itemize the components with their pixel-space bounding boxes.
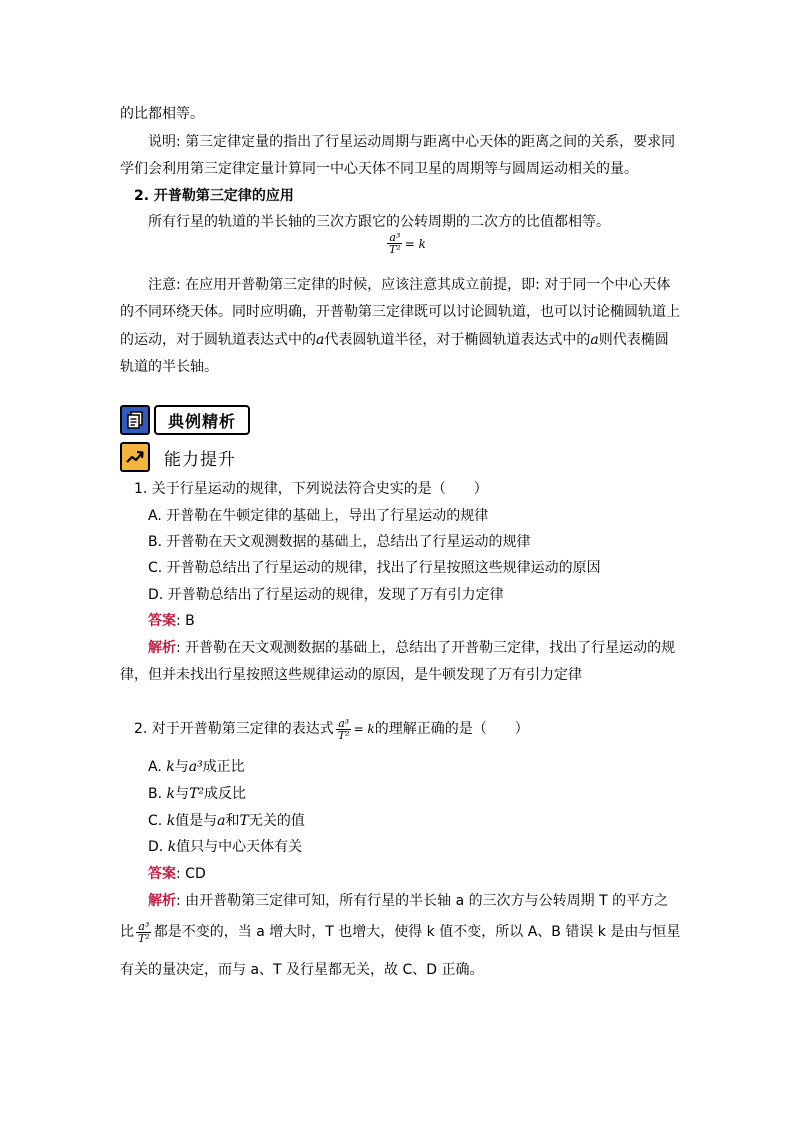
q1-option-a: A. 开普勒在牛顿定律的基础上，导出了行星运动的规律	[148, 508, 489, 524]
answer-value: : B	[176, 613, 195, 629]
trend-up-icon	[120, 442, 150, 472]
examples-title: 典例精析	[154, 405, 250, 435]
document-icon	[120, 405, 150, 435]
q2-analysis-line-3: 有关的量决定，而与 a、T 及行星都无关，故 C、D 正确。	[120, 962, 484, 978]
ability-header	[120, 442, 236, 472]
option-text: 值是与	[175, 813, 218, 829]
q2-stem-text: 2. 对于开普勒第三定律的表达式	[134, 721, 334, 737]
q2-option-c	[148, 811, 708, 831]
q1-answer	[148, 611, 708, 631]
option-text: 成正比	[202, 759, 245, 775]
option-label: C.	[148, 813, 167, 829]
q2-option-d	[148, 837, 708, 857]
var-a: a	[217, 813, 226, 829]
q2-stem-text: 的理解正确的是（ ）	[374, 721, 529, 737]
option-text: 与	[174, 759, 189, 775]
q2-numerator: a³	[338, 716, 350, 730]
caution-text: 的运动，对于圆轨道表达式中的	[120, 332, 316, 348]
q1-option-c: C. 开普勒总结出了行星运动的规律，找出了行星按照这些规律运动的原因	[148, 560, 601, 576]
option-text: 成反比	[203, 786, 246, 802]
caution-line-4: 轨道的半长轴。	[120, 359, 218, 375]
var-k: k	[167, 839, 177, 855]
intro-line: 的比都相等。	[120, 106, 204, 122]
q2-answer	[148, 864, 708, 884]
answer-label: 答案	[148, 866, 176, 882]
analysis-text: 比	[120, 924, 134, 940]
option-label: D.	[148, 839, 168, 855]
analysis-numerator: a³	[138, 919, 150, 933]
caution-var-a: a	[590, 332, 599, 348]
option-label: A.	[148, 759, 167, 775]
answer-value: : CD	[176, 866, 206, 882]
q2-option-b	[148, 784, 708, 804]
analysis-text: 都是不变的，当 a 增大时，T 也增大，使得 k 值不变，所以 A、B 错误 k 是由与恒星	[153, 924, 681, 940]
q2-analysis-line-1	[148, 891, 708, 911]
var-t-squared: T²	[189, 786, 204, 802]
q2-stem	[134, 716, 694, 742]
q1-analysis-line-2: 律，但并未找出行星按照这些规律运动的原因，是牛顿发现了万有引力定律	[120, 667, 582, 683]
ability-title: 能力提升	[164, 449, 236, 470]
var-k: k	[166, 759, 175, 775]
q2-rhs: = k	[353, 722, 375, 736]
analysis-fraction	[136, 921, 152, 944]
var-k: k	[166, 813, 176, 829]
analysis-label: 解析	[148, 640, 176, 656]
q1-stem: 1. 关于行星运动的规律，下列说法符合史实的是（ ）	[134, 481, 488, 497]
var-t: T	[239, 813, 249, 829]
option-text: 无关的值	[248, 813, 305, 829]
q1-option-d: D. 开普勒总结出了行星运动的规律，发现了万有引力定律	[148, 587, 504, 603]
caution-line-2: 的不同环绕天体。同时应明确，开普勒第三定律既可以讨论圆轨道，也可以讨论椭圆轨道上	[120, 304, 680, 320]
note-line-1: 说明: 第三定律定量的指出了行星运动周期与距离中心天体的距离之间的关系，要求同	[148, 134, 676, 150]
caution-line-3	[120, 330, 680, 350]
formula-rhs: = k	[404, 236, 426, 251]
option-text: 与	[175, 786, 189, 802]
formula-denominator: T²	[389, 243, 401, 256]
analysis-label: 解析	[148, 893, 176, 909]
kepler-formula	[385, 232, 426, 255]
option-text: 值只与中心天体有关	[176, 839, 303, 855]
examples-header	[120, 405, 250, 435]
option-text: 和	[225, 813, 240, 829]
analysis-text: : 由开普勒第三定律可知，所有行星的半长轴 a 的三次方与公转周期 T 的平方之	[176, 893, 669, 909]
caution-text: 则代表椭圆	[598, 332, 669, 348]
section-text: 所有行星的轨道的半长轴的三次方跟它的公转周期的二次方的比值都相等。	[148, 214, 610, 230]
q2-option-a	[148, 757, 708, 777]
answer-label: 答案	[148, 613, 176, 629]
q1-option-b: B. 开普勒在天文观测数据的基础上，总结出了行星运动的规律	[148, 534, 531, 550]
var-k: k	[166, 786, 175, 802]
note-line-2: 学们会利用第三定律定量计算同一中心天体不同卫星的周期等与圆周运动相关的量。	[120, 161, 638, 177]
formula-fraction	[387, 232, 403, 255]
q2-denominator: T²	[337, 728, 350, 742]
q2-analysis-line-2	[120, 917, 680, 947]
section-heading: 2. 开普勒第三定律的应用	[134, 188, 294, 204]
q1-analysis-line-1	[148, 638, 708, 658]
caution-line-1: 注意: 在应用开普勒第三定律的时候，应该注意其成立前提，即: 对于同一个中心天体	[148, 277, 671, 293]
q2-fraction	[336, 718, 352, 741]
caution-var-a: a	[316, 332, 325, 348]
analysis-denominator: T²	[138, 931, 150, 945]
var-a-cubed: a³	[188, 759, 203, 775]
formula-numerator: a³	[389, 231, 401, 244]
analysis-text: : 开普勒在天文观测数据的基础上，总结出了开普勒三定律，找出了行星运动的规	[176, 640, 676, 656]
option-label: B.	[148, 786, 167, 802]
caution-text: 代表圆轨道半径，对于椭圆轨道表达式中的	[324, 332, 591, 348]
